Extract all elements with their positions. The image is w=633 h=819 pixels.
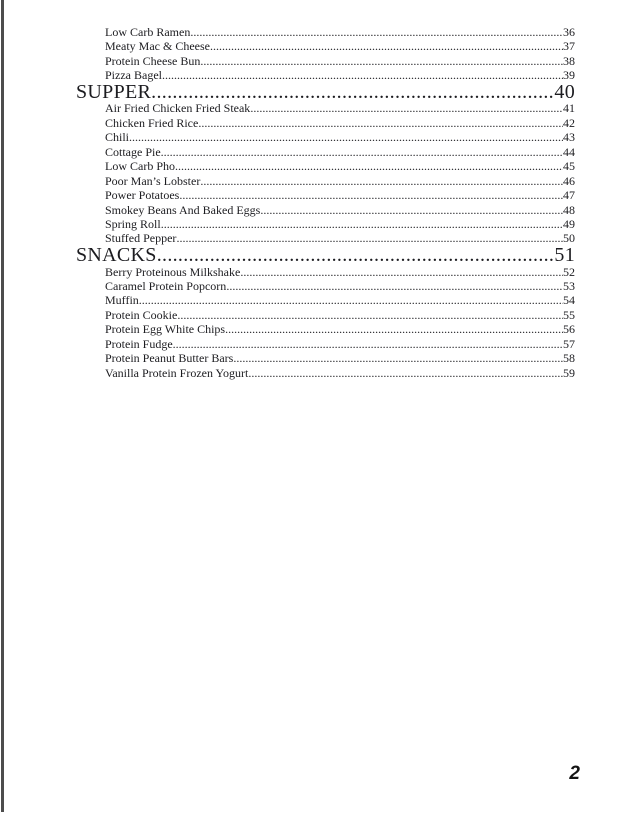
toc-entry-page: 59 bbox=[563, 365, 575, 380]
toc-entry-page: 37 bbox=[563, 39, 575, 54]
page-number: 2 bbox=[569, 763, 580, 784]
toc-entry-page: 51 bbox=[554, 243, 575, 266]
toc-leader-dots bbox=[175, 159, 563, 173]
toc-entry-title: Low Carb Pho bbox=[105, 159, 175, 174]
toc-entry-title: Air Fried Chicken Fried Steak bbox=[105, 101, 251, 116]
toc-entry bbox=[76, 265, 575, 279]
toc-entry bbox=[76, 159, 575, 173]
toc-entry-title: Poor Man’s Lobster bbox=[105, 173, 201, 188]
toc-entry-title: Chili bbox=[105, 130, 130, 145]
toc-entry-title: Berry Proteinous Milkshake bbox=[105, 264, 241, 279]
toc-leader-dots bbox=[162, 68, 563, 82]
toc-leader-dots bbox=[210, 39, 563, 53]
toc-entry-title: SUPPER bbox=[76, 80, 152, 103]
toc-leader-dots bbox=[139, 293, 563, 307]
toc-leader-dots bbox=[233, 351, 563, 365]
table-of-contents bbox=[76, 25, 575, 380]
toc-entry bbox=[76, 116, 575, 130]
toc-leader-dots bbox=[250, 101, 563, 115]
toc-leader-dots bbox=[179, 188, 563, 202]
toc-section-heading bbox=[76, 80, 575, 103]
toc-entry bbox=[76, 188, 575, 202]
toc-entry-page: 58 bbox=[563, 351, 575, 366]
toc-entry bbox=[76, 130, 575, 144]
toc-entry-title: Protein Fudge bbox=[105, 336, 173, 351]
toc-entry-page: 49 bbox=[563, 217, 575, 232]
toc-entry-page: 55 bbox=[563, 307, 575, 322]
toc-entry bbox=[76, 322, 575, 336]
toc-entry-page: 46 bbox=[563, 173, 575, 188]
toc-entry-title: Cottage Pie bbox=[105, 144, 161, 159]
toc-entry-title: Stuffed Pepper bbox=[105, 231, 177, 246]
toc-entry bbox=[76, 351, 575, 365]
toc-leader-dots bbox=[190, 25, 563, 39]
toc-leader-dots bbox=[225, 322, 563, 336]
page-scan-edge bbox=[1, 0, 4, 812]
toc-entry bbox=[76, 101, 575, 115]
toc-entry-title: Protein Cookie bbox=[105, 307, 178, 322]
toc-leader-dots bbox=[173, 337, 563, 351]
toc-entry-page: 36 bbox=[563, 25, 575, 39]
toc-entry-title: Protein Peanut Butter Bars bbox=[105, 351, 234, 366]
toc-entry-page: 44 bbox=[563, 144, 575, 159]
toc-entry-page: 47 bbox=[563, 188, 575, 203]
toc-entry-page: 45 bbox=[563, 159, 575, 174]
toc-entry bbox=[76, 54, 575, 68]
toc-leader-dots bbox=[177, 308, 563, 322]
toc-entry-title: Power Potatoes bbox=[105, 188, 180, 203]
toc-entry-page: 43 bbox=[563, 130, 575, 145]
toc-section-heading bbox=[76, 243, 575, 266]
toc-leader-dots bbox=[161, 217, 563, 231]
toc-entry-page: 54 bbox=[563, 293, 575, 308]
toc-entry-page: 50 bbox=[563, 231, 575, 246]
toc-entry bbox=[76, 203, 575, 217]
toc-entry bbox=[76, 145, 575, 159]
toc-entry-title: Pizza Bagel bbox=[105, 68, 162, 83]
toc-entry-page: 39 bbox=[563, 68, 575, 83]
toc-entry-page: 52 bbox=[563, 264, 575, 279]
toc-leader-dots bbox=[248, 366, 563, 380]
toc-entry-title: Spring Roll bbox=[105, 217, 161, 232]
toc-entry bbox=[76, 366, 575, 380]
toc-leader-dots bbox=[129, 130, 563, 144]
toc-entry-title: Chicken Fried Rice bbox=[105, 115, 199, 130]
toc-entry-title: Muffin bbox=[105, 293, 139, 308]
toc-leader-dots bbox=[260, 203, 563, 217]
toc-entry-page: 40 bbox=[554, 80, 575, 103]
toc-entry bbox=[76, 308, 575, 322]
toc-leader-dots bbox=[240, 265, 563, 279]
toc-entry-title: Vanilla Protein Frozen Yogurt bbox=[105, 365, 249, 380]
toc-leader-dots bbox=[200, 174, 563, 188]
toc-entry bbox=[76, 39, 575, 53]
toc-entry-title: Low Carb Ramen bbox=[105, 25, 191, 39]
toc-leader-dots bbox=[151, 83, 554, 102]
toc-entry-title: SNACKS bbox=[76, 243, 157, 266]
toc-leader-dots bbox=[200, 54, 563, 68]
toc-leader-dots bbox=[157, 246, 555, 265]
toc-entry-page: 42 bbox=[563, 115, 575, 130]
toc-entry-page: 56 bbox=[563, 322, 575, 337]
toc-entry bbox=[76, 337, 575, 351]
toc-leader-dots bbox=[226, 279, 563, 293]
toc-entry-title: Protein Cheese Bun bbox=[105, 53, 201, 68]
toc-entry-page: 53 bbox=[563, 278, 575, 293]
toc-entry-page: 41 bbox=[563, 101, 575, 116]
toc-leader-dots bbox=[161, 145, 563, 159]
toc-entry bbox=[76, 174, 575, 188]
toc-entry bbox=[76, 279, 575, 293]
toc-entry bbox=[76, 293, 575, 307]
toc-entry-title: Caramel Protein Popcorn bbox=[105, 278, 227, 293]
toc-leader-dots bbox=[176, 231, 563, 245]
toc-entry bbox=[76, 217, 575, 231]
toc-entry-title: Meaty Mac & Cheese bbox=[105, 39, 210, 54]
toc-entry-page: 57 bbox=[563, 336, 575, 351]
toc-leader-dots bbox=[198, 116, 563, 130]
toc-entry bbox=[76, 25, 575, 39]
toc-entry-title: Protein Egg White Chips bbox=[105, 322, 226, 337]
toc-entry-title: Smokey Beans And Baked Eggs bbox=[105, 202, 261, 217]
toc-entry-page: 48 bbox=[563, 202, 575, 217]
toc-entry-page: 38 bbox=[563, 53, 575, 68]
